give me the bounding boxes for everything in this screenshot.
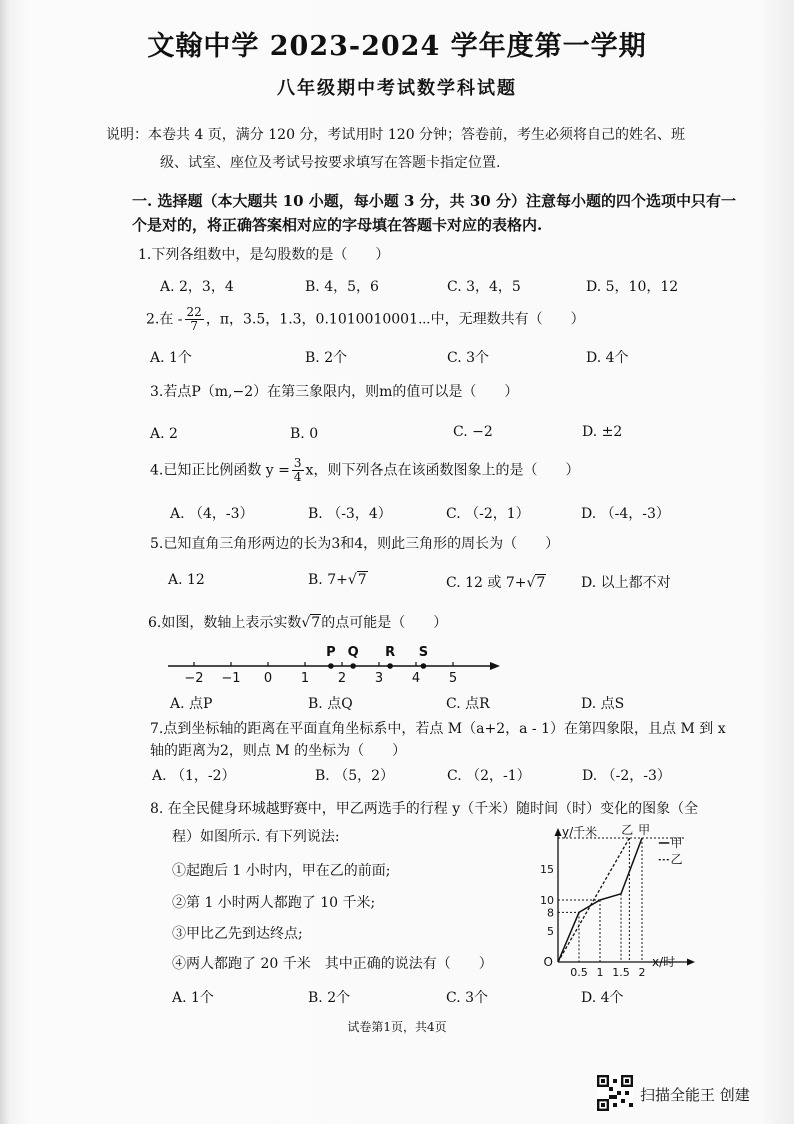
q1-option-d: D. 5，10，12 [586,279,679,295]
q3-option-d: D. ±2 [582,424,623,440]
q5-option-c-radicand: 7 [536,575,546,591]
qr-code-icon [597,1075,633,1111]
graph-curve-label-yi: 乙 [621,823,634,837]
graph-legend-jia: 甲 [670,835,683,850]
q8-option-d: D. 4个 [581,990,624,1006]
q7-option-a: A. （1，-2） [152,768,236,784]
q1-stem: 1.下列各组数中，是勾股数的是（ ） [138,247,390,263]
q8-statement-4: ④两人都跑了 20 千米 其中正确的说法有（ ） [172,956,493,972]
runner-yi-curve [558,838,629,962]
graph-origin-label: O [543,955,553,969]
q5-option-d: D. 以上都不对 [581,575,671,591]
graph-curve-label-jia: 甲 [638,823,651,837]
number-line-tick-label: 3 [374,671,384,686]
q6-stem-pre: 6.如图，数轴上表示实数 [148,615,302,631]
q5-option-c: C. 12 或 7+√7 [446,575,546,591]
scanner-watermark: 扫描全能王 创建 [640,1086,750,1104]
q6-option-d: D. 点S [581,696,625,712]
page-footer: 试卷第1页，共4页 [347,1020,447,1034]
q6-option-a: A. 点P [170,696,213,712]
number-line-point [328,663,334,669]
q2-fraction-den: 7 [190,319,198,333]
q6-stem-radicand: 7 [311,615,321,631]
graph-x-tick-label: 2 [638,966,646,979]
q2-option-a: A. 1个 [150,350,192,366]
q4-option-d: D. （-4，-3） [581,506,670,522]
q1-option-a: A. 2，3，4 [160,279,234,295]
instructions-line-2: 级、试室、座位及考试号按要求填写在答题卡指定位置. [160,155,501,171]
section-heading-2: 个是对的，将正确答案相对应的字母填在答题卡对应的表格内. [132,216,543,234]
page-subtitle: 八年级期中考试数学科试题 [277,78,517,99]
distance-time-graph [530,822,730,982]
q2-stem-pre: 2.在 - [146,311,183,328]
graph-y-tick-label: 8 [547,906,554,920]
number-line-arrow [490,662,500,670]
q5-option-b: B. 7+√7 [308,572,367,588]
q3-option-a: A. 2 [150,426,178,442]
number-line-tick-label: 0 [263,671,273,686]
q4-fraction [292,457,304,484]
q6-stem: 6.如图，数轴上表示实数√7的点可能是（ ） [148,615,448,631]
graph-y-tick-label: 5 [547,925,554,938]
graph-x-tick-label: 1 [596,966,604,979]
q5-option-c-pre: C. 12 或 7+ [446,575,527,591]
number-line-point-label: P [326,645,336,660]
graph-legend-yi: 乙 [670,852,683,867]
number-line-point-label: S [418,645,429,660]
q4-option-b: B. （-3，4） [308,506,392,522]
graph-x-tick-label: 0.5 [570,966,588,979]
q5-option-a: A. 12 [168,572,205,588]
q3-stem: 3.若点P（m,−2）在第三象限内，则m的值可以是（ ） [150,384,519,400]
graph-x-tick-label: 1.5 [612,966,630,979]
q4-fraction-num: 3 [293,456,302,470]
number-line-point [421,663,427,669]
q5-option-b-radicand: 7 [357,572,367,588]
q5-stem: 5.已知直角三角形两边的长为3和4，则此三角形的周长为（ ） [150,536,560,552]
q1-option-b: B. 4，5，6 [305,279,379,295]
number-line-point [350,663,356,669]
q7-stem-line-2: 轴的距离为2，则点 M 的坐标为（ ） [150,743,407,759]
q2-option-b: B. 2个 [305,350,348,366]
q2-fraction [185,306,204,333]
graph-y-arrow [555,828,562,836]
q2-option-c: C. 3个 [447,350,490,366]
q4-stem-post: x，则下列各点在该函数图象上的是（ ） [305,462,580,479]
q4-stem [150,457,579,484]
q1-option-c: C. 3，4，5 [447,279,521,295]
page-title: 文翰中学 2023-2024 学年度第一学期 [147,31,647,62]
number-line-tick-label: 5 [448,671,458,686]
graph-x-axis-label: x/时 [652,955,676,969]
q8-statement-3: ③甲比乙先到达终点; [172,926,303,942]
number-line-tick-label: 2 [337,671,347,686]
q6-option-c: C. 点R [446,696,490,712]
number-line-point [387,663,393,669]
q8-option-a: A. 1个 [172,990,214,1006]
q3-option-c: C. −2 [453,424,493,440]
q6-stem-post: 的点可能是（ ） [321,615,448,631]
q6-option-b: B. 点Q [308,696,353,712]
q2-stem-post: ，π，3.5，1.3，0.1010010001⋯中，无理数共有（ ） [205,311,585,328]
graph-y-tick-label: 10 [540,894,554,907]
section-heading-1: 一. 选择题（本大题共 10 小题，每小题 3 分，共 30 分）注意每小题的四个选项中只有一 [132,192,736,210]
q4-option-c: C. （-2，1） [446,506,530,522]
number-line-point-label: Q [347,645,359,660]
q8-option-b: B. 2个 [308,990,351,1006]
number-line-tick-label: −1 [221,671,241,686]
graph-y-axis-label: y/千米 [562,825,598,839]
q2-fraction-num: 22 [186,305,202,319]
q8-option-c: C. 3个 [446,990,489,1006]
q7-stem-line-1: 7.点到坐标轴的距离在平面直角坐标系中，若点 M（a+2，a - 1）在第四象限，且点 M 到 x [150,721,726,737]
number-line-tick-label: 1 [300,671,310,686]
number-line-figure [160,640,510,686]
q2-stem [146,306,585,333]
q3-option-b: B. 0 [290,426,319,442]
number-line-tick-label: −2 [184,671,204,686]
q5-option-b-pre: B. 7+ [308,572,348,588]
q8-statement-1: ①起跑后 1 小时内，甲在乙的前面; [172,863,391,879]
q2-option-d: D. 4个 [586,350,629,366]
instructions-line-1: 说明：本卷共 4 页，满分 120 分，考试用时 120 分钟；答卷前，考生必须将自己的姓名、班 [106,127,686,143]
graph-x-arrow [687,959,695,966]
q7-option-d: D. （-2，-3） [582,768,671,784]
graph-guide-lines [558,835,684,962]
q7-option-b: B. （5，2） [315,768,395,784]
number-line-point-label: R [385,645,396,660]
q8-stem-line-1: 8. 在全民健身环城越野赛中，甲乙两选手的行程 y（千米）随时间（时）变化的图象（全 [150,801,699,817]
q7-option-c: C. （2，-1） [447,768,531,784]
q8-stem-line-2: 程）如图所示. 有下列说法: [172,829,340,845]
q4-stem-pre: 4.已知正比例函数 y = [150,462,290,479]
q4-fraction-den: 4 [293,470,302,484]
q4-option-a: A. （4，-3） [170,506,254,522]
number-line-tick-label: 4 [411,671,421,686]
q8-statement-2: ②第 1 小时两人都跑了 10 千米; [172,895,376,911]
graph-y-tick-label: 15 [540,863,554,876]
